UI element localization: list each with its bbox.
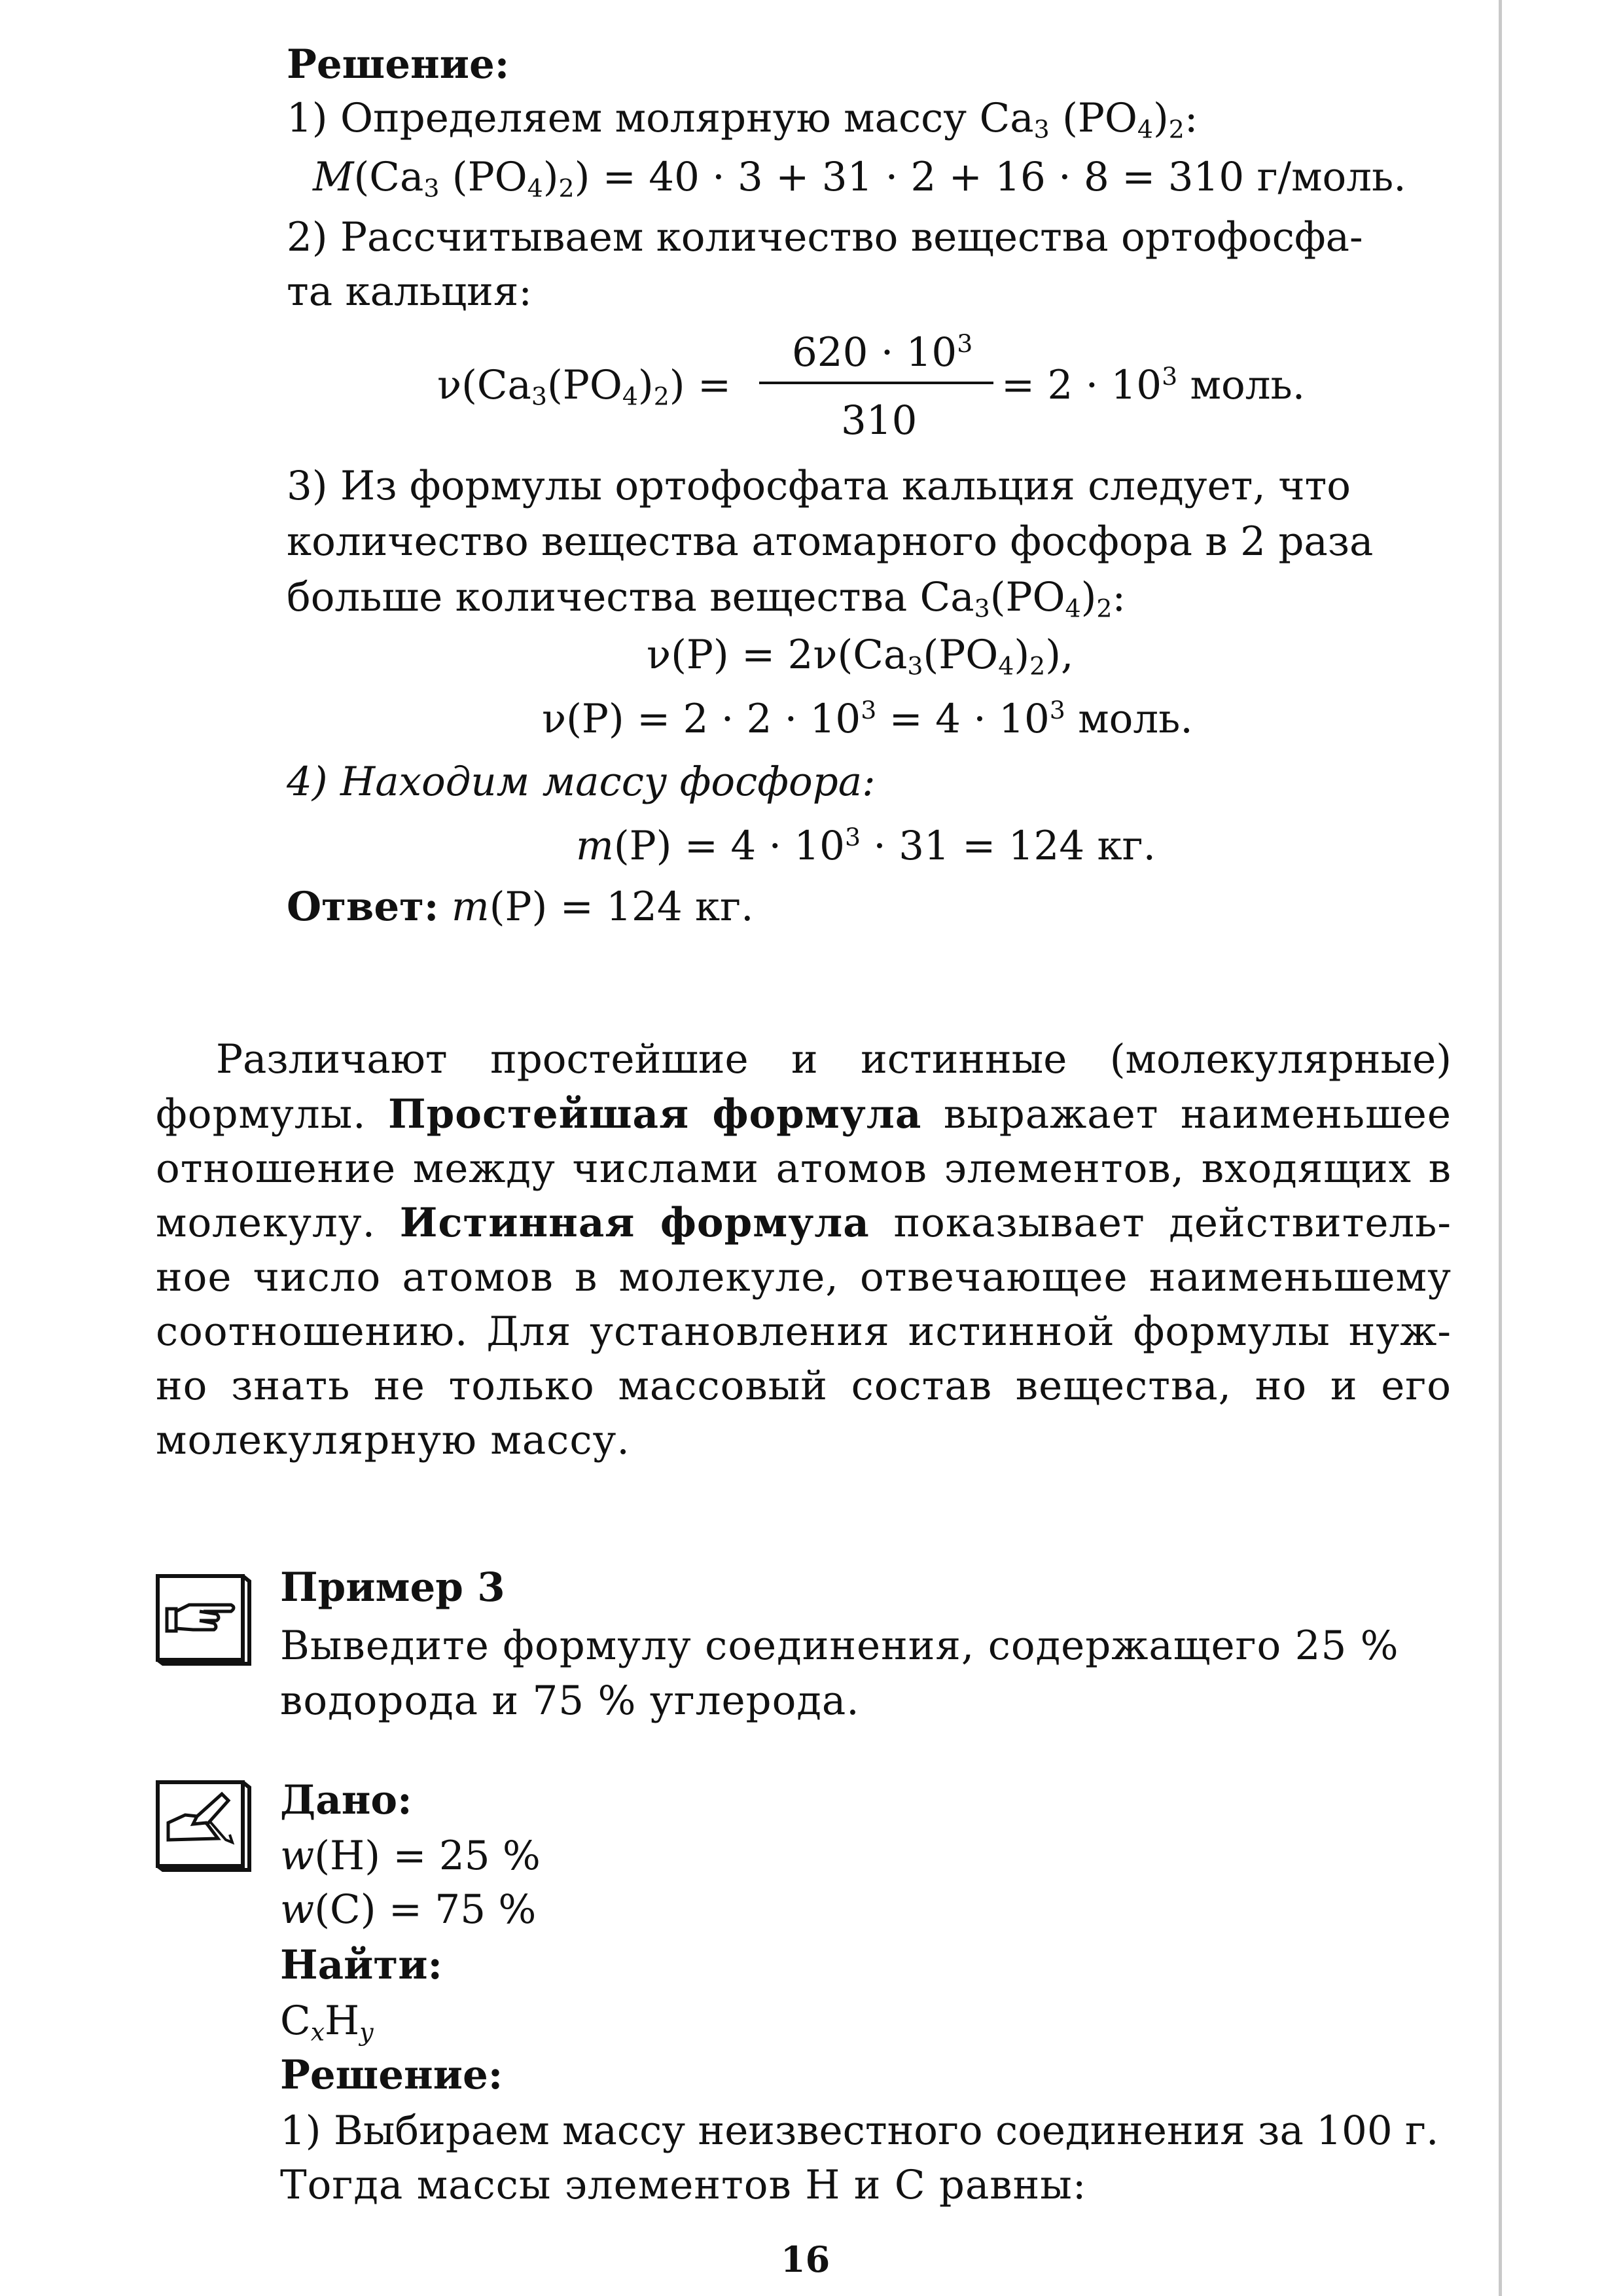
step-2-line-1: 2) Рассчитываем количество вещества ортофосфа- xyxy=(287,214,1363,260)
page-number: 16 xyxy=(781,2238,830,2280)
fraction-denominator: 310 xyxy=(841,397,918,444)
example-task-line-1: Выведите формулу соединения, содержащего 25 % xyxy=(280,1623,1399,1669)
given-hydrogen: w(H) = 25 % xyxy=(280,1833,541,1879)
page-edge-rule xyxy=(1499,0,1502,2296)
pointing-hand-icon xyxy=(154,1571,252,1666)
solution-2-line-1: 1) Выбираем массу неизвестного соединения за 100 г. xyxy=(280,2108,1439,2154)
fraction-bar xyxy=(759,382,993,384)
fraction-numerator: $620 \cdot 10^3$ xyxy=(792,329,973,376)
step-3-line-1: 3) Из формулы ортофосфата кальция следует, что xyxy=(287,463,1351,509)
step-2-line-2: та кальция: xyxy=(287,268,532,315)
theory-line-1: Различают простейшие и истинные (молекулярные) xyxy=(216,1036,1452,1083)
step-3-line-3: больше количества вещества $Ca_3(PO_4)_2$: xyxy=(287,574,1126,623)
solution-2-line-2: Тогда массы элементов H и C равны: xyxy=(280,2162,1087,2208)
example-task-line-2: водорода и 75 % углерода. xyxy=(280,1677,860,1724)
answer: Ответ: m(P) = 124 кг. xyxy=(287,884,754,930)
theory-line-8: молекулярную массу. xyxy=(156,1417,630,1463)
mass-equation: $m(P) = 4 \cdot 10^3 \cdot 31 = 124$ кг. xyxy=(576,823,1156,869)
step-1: 1) Определяем молярную массу $Ca_3$ $(PO_4)_2$: xyxy=(287,95,1198,144)
theory-line-4: молекулу. Истинная формула показывает действитель- xyxy=(156,1200,1452,1246)
theory-line-6: соотношению. Для установления истинной формулы нуж- xyxy=(156,1308,1452,1355)
equation-nu-p-1: $\nu(P) = 2\nu(Ca_3(PO_4)_2)$, xyxy=(647,632,1074,681)
find-label: Найти: xyxy=(280,1942,442,1988)
solution-2-heading: Решение: xyxy=(280,2052,503,2098)
nu-lhs: $\nu(Ca_3(PO_4)_2)$ = xyxy=(437,362,732,411)
theory-line-3: отношение между числами атомов элементов, входящих в xyxy=(156,1145,1452,1192)
theory-line-7: но знать не только массовый состав вещества, но и его xyxy=(156,1363,1452,1409)
given-label: Дано: xyxy=(280,1777,412,1823)
theory-line-2: формулы. Простейшая формула выражает наименьшее xyxy=(156,1091,1452,1138)
writing-hand-icon xyxy=(154,1777,252,1872)
molar-mass-equation: $M(Ca_3$ $(PO_4)_2) = 40 \cdot 3 + 31 \cdot 2 + 16 \cdot 8 = 310$ г/моль. xyxy=(313,154,1406,203)
step-4: 4) Находим массу фосфора: xyxy=(287,759,876,805)
theory-line-5: ное число атомов в молекуле, отвечающее наименьшему xyxy=(156,1254,1452,1300)
solution-heading: Решение: xyxy=(287,41,510,88)
given-carbon: w(C) = 75 % xyxy=(280,1886,537,1933)
equation-nu-p-2: $\nu(P) = 2 \cdot 2 \cdot 10^3 = 4 \cdot 10^3$ моль. xyxy=(542,696,1193,742)
find-formula: $C_xH_y$ xyxy=(280,1998,374,2047)
step-3-line-2: количество вещества атомарного фосфора в 2 раза xyxy=(287,518,1374,565)
fraction-result: = $2 \cdot 10^3$ моль. xyxy=(1001,362,1306,408)
example-title: Пример 3 xyxy=(280,1564,505,1611)
